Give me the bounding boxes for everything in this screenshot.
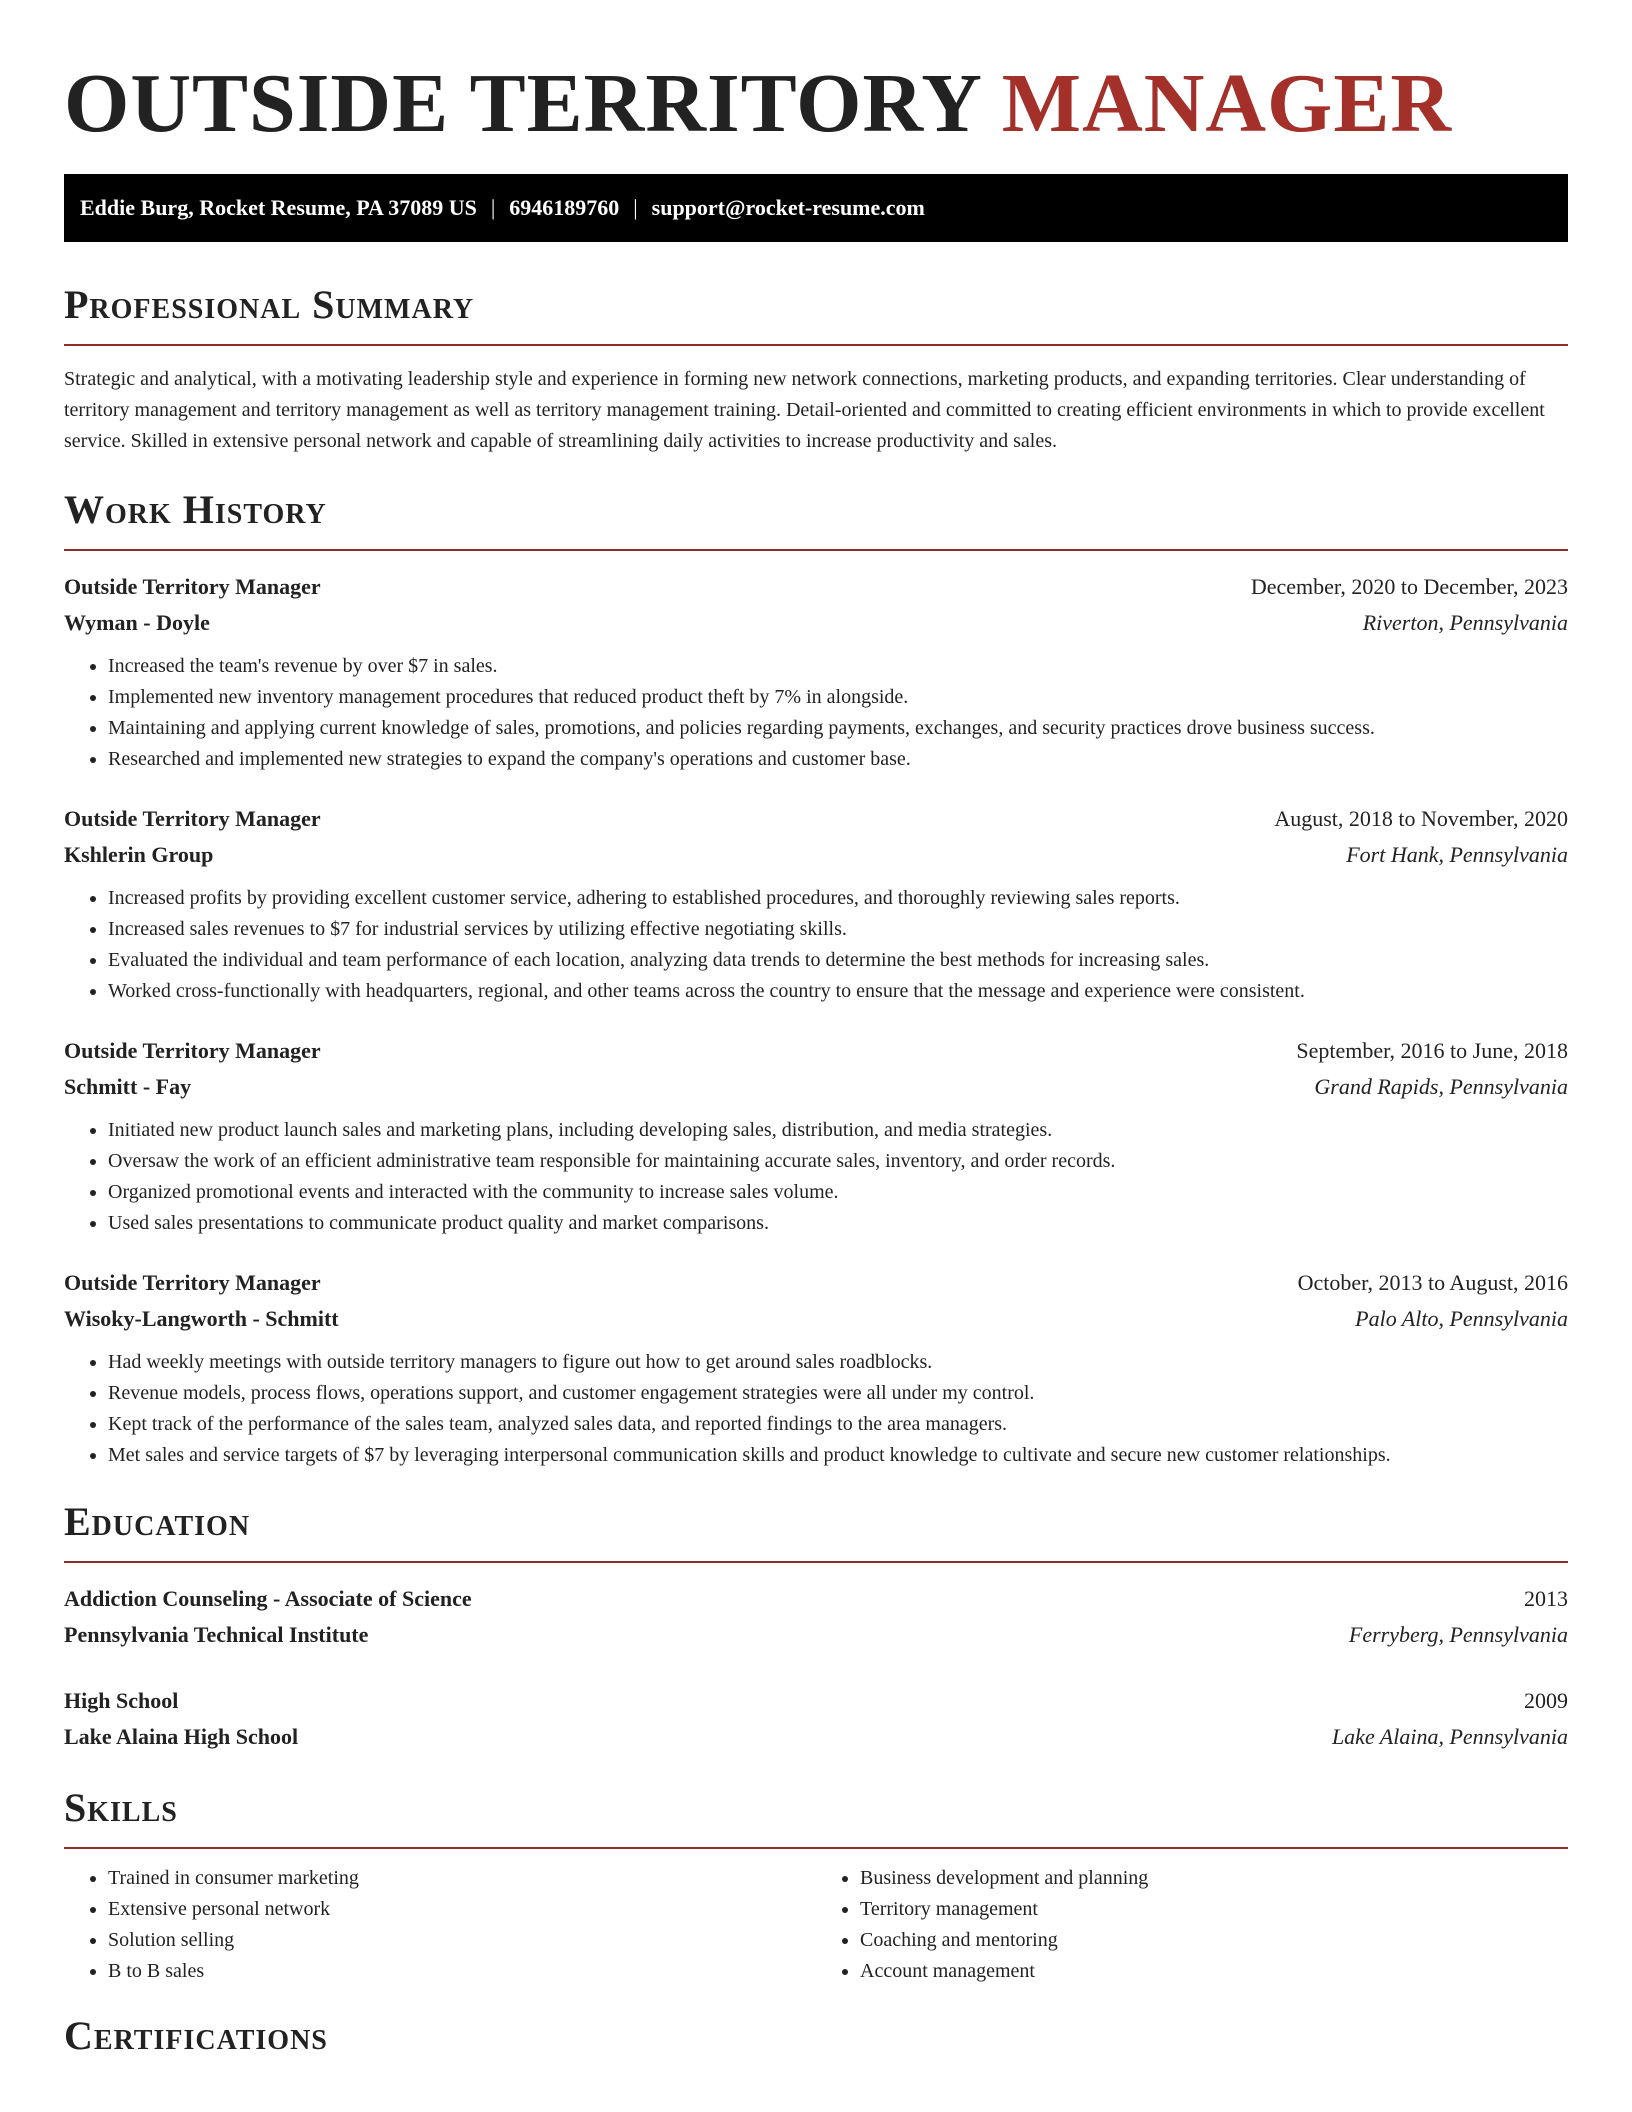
job-bullets — [64, 1347, 1568, 1471]
job-entry — [64, 1265, 1568, 1471]
job-title: Outside Territory Manager — [64, 1038, 321, 1063]
job-bullet: • Kept track of the performance of the sales team, analyzed sales data, and reported findings to the area managers. — [108, 1409, 1568, 1440]
job-bullet: • Researched and implemented new strategies to expand the company's operations and customer base. — [108, 744, 1568, 775]
job-bullets — [64, 883, 1568, 1007]
education-year: 2009 — [1524, 1688, 1568, 1713]
job-company: Wyman - Doyle — [64, 610, 210, 635]
contact-email[interactable]: support@rocket-resume.com — [651, 195, 925, 220]
job-bullet: • Increased sales revenues to $7 for industrial services by utilizing effective negotiating skills. — [108, 914, 1568, 945]
job-entry — [64, 1033, 1568, 1239]
job-bullet: • Oversaw the work of an efficient administrative team responsible for maintaining accurate sales, inventory, and order records. — [108, 1146, 1568, 1177]
job-bullet: • Increased the team's revenue by over $7 in sales. — [108, 651, 1568, 682]
job-entry — [64, 801, 1568, 1007]
summary-text: Strategic and analytical, with a motivating leadership style and experience in forming new network connections, marketing products, and expanding territories. Clear understanding of territory management and territory management as well as territory management training. Detail-oriented and committed to creating efficient environments in which to provide excellent service. Skilled in extensive personal network and capable of streamlining daily activities to increase productivity and sales. — [64, 368, 1545, 452]
job-bullet: • Increased profits by providing excellent customer service, adhering to established procedures, and thoroughly reviewing sales reports. — [108, 883, 1568, 914]
work-history-heading: Work History — [64, 487, 327, 532]
resume-title — [64, 0, 1568, 150]
contact-separator: | — [490, 195, 496, 220]
job-bullet: • Worked cross-functionally with headquarters, regional, and other teams across the country to ensure that the message and experience were consistent. — [108, 976, 1568, 1007]
skill-item: • Extensive personal network — [108, 1894, 816, 1925]
skill-item: • Business development and planning — [860, 1863, 1568, 1894]
contact-separator: | — [633, 195, 638, 220]
section-divider — [64, 1561, 1568, 1563]
job-title: Outside Territory Manager — [64, 806, 321, 831]
job-company: Kshlerin Group — [64, 842, 214, 867]
summary-section — [64, 280, 1568, 457]
job-entry — [64, 569, 1568, 775]
job-bullet: • Revenue models, process flows, operations support, and customer engagement strategies were all under my control. — [108, 1378, 1568, 1409]
education-location: Lake Alaina, Pennsylvania — [1331, 1724, 1568, 1749]
education-location: Ferryberg, Pennsylvania — [1348, 1622, 1568, 1647]
skill-item: • Trained in consumer marketing — [108, 1863, 816, 1894]
job-bullet: • Maintaining and applying current knowledge of sales, promotions, and policies regarding payments, exchanges, and security practices drove business success. — [108, 713, 1568, 744]
section-divider — [64, 344, 1568, 346]
section-divider — [64, 549, 1568, 551]
skills-heading: Skills — [64, 1785, 178, 1830]
skill-item: • Account management — [860, 1956, 1568, 1987]
skills-column-left — [64, 1863, 816, 1987]
title-main: OUTSIDE TERRITORY — [64, 57, 980, 150]
contact-address: Eddie Burg, Rocket Resume, PA 37089 US — [80, 195, 477, 220]
skill-item: • Coaching and mentoring — [860, 1925, 1568, 1956]
job-dates: December, 2020 to December, 2023 — [1250, 574, 1568, 599]
job-bullet: • Used sales presentations to communicate product quality and market comparisons. — [108, 1208, 1568, 1239]
certifications-section — [64, 2011, 1568, 2061]
job-location: Fort Hank, Pennsylvania — [1346, 842, 1568, 867]
summary-heading: Professional Summary — [64, 282, 475, 327]
education-degree: High School — [64, 1688, 179, 1713]
section-divider — [64, 1847, 1568, 1849]
education-section — [64, 1497, 1568, 1755]
job-location: Riverton, Pennsylvania — [1362, 610, 1568, 635]
job-title: Outside Territory Manager — [64, 574, 321, 599]
title-accent: MANAGER — [1001, 57, 1453, 150]
skills-column-right — [816, 1863, 1568, 1987]
education-year: 2013 — [1524, 1586, 1568, 1611]
job-bullets — [64, 651, 1568, 775]
job-location: Grand Rapids, Pennsylvania — [1314, 1074, 1568, 1099]
job-bullet: • Met sales and service targets of $7 by leveraging interpersonal communication skills and product knowledge to cultivate and secure new customer relationships. — [108, 1440, 1568, 1471]
certifications-heading: Certifications — [64, 2013, 328, 2058]
job-bullet: • Initiated new product launch sales and marketing plans, including developing sales, distribution, and media strategies. — [108, 1115, 1568, 1146]
job-company: Wisoky-Langworth - Schmitt — [64, 1306, 339, 1331]
education-school: Pennsylvania Technical Institute — [64, 1622, 369, 1647]
job-dates: August, 2018 to November, 2020 — [1274, 806, 1568, 831]
education-degree: Addiction Counseling - Associate of Science — [64, 1586, 472, 1611]
job-dates: September, 2016 to June, 2018 — [1296, 1038, 1568, 1063]
skills-section — [64, 1783, 1568, 1987]
job-company: Schmitt - Fay — [64, 1074, 192, 1099]
skill-item: • B to B sales — [108, 1956, 816, 1987]
contact-phone: 6946189760 — [509, 195, 620, 220]
education-school: Lake Alaina High School — [64, 1724, 299, 1749]
contact-bar — [64, 174, 1568, 242]
job-bullet: • Organized promotional events and interacted with the community to increase sales volume. — [108, 1177, 1568, 1208]
work-history-section — [64, 485, 1568, 1471]
job-location: Palo Alto, Pennsylvania — [1355, 1306, 1568, 1331]
job-bullet: • Had weekly meetings with outside territory managers to figure out how to get around sales roadblocks. — [108, 1347, 1568, 1378]
job-title: Outside Territory Manager — [64, 1270, 321, 1295]
job-bullet: • Evaluated the individual and team performance of each location, analyzing data trends to determine the best methods for increasing sales. — [108, 945, 1568, 976]
skills-grid — [64, 1863, 1568, 1987]
job-dates: October, 2013 to August, 2016 — [1297, 1270, 1568, 1295]
education-entry — [64, 1581, 1568, 1653]
job-bullet: • Implemented new inventory management procedures that reduced product theft by 7% in alongside. — [108, 682, 1568, 713]
skill-item: • Solution selling — [108, 1925, 816, 1956]
education-heading: Education — [64, 1499, 251, 1544]
skill-item: • Territory management — [860, 1894, 1568, 1925]
education-entry — [64, 1683, 1568, 1755]
job-bullets — [64, 1115, 1568, 1239]
